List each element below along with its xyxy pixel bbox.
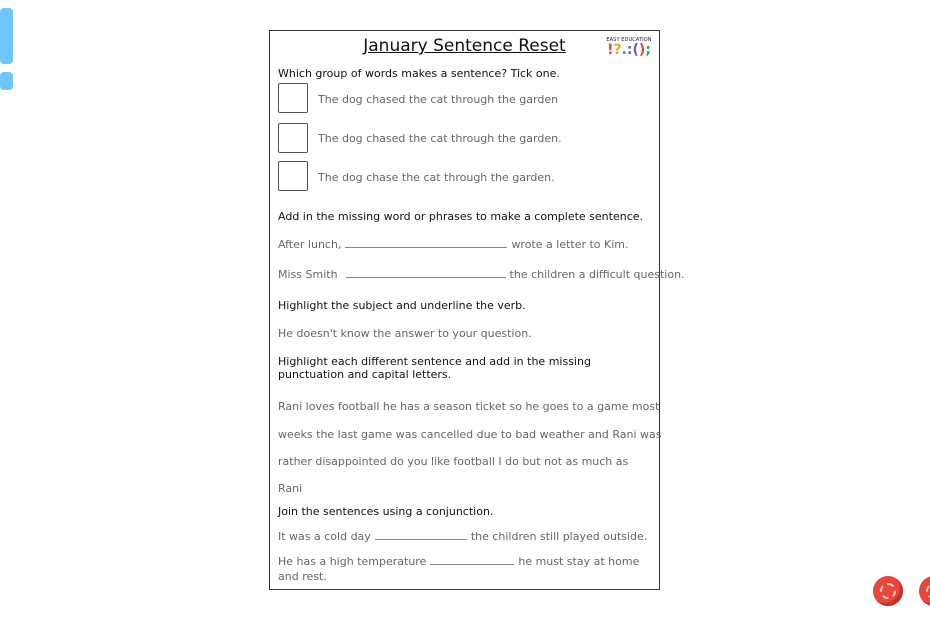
passage-line: weeks the last game was cancelled due to bad weather and Rani was (278, 428, 662, 441)
question-4-prompt-line-1: Highlight each different sentence and add in the missing (278, 355, 591, 368)
q2-line2-end: the children a difficult question. (509, 268, 685, 281)
question-4-prompt-line-2: punctuation and capital letters. (278, 368, 452, 381)
worksheet-title: January Sentence Reset (363, 36, 566, 56)
question-5-line-2 (278, 555, 639, 568)
q2-line1-end: wrote a letter to Kim. (511, 238, 629, 251)
tick-box-2[interactable] (278, 123, 308, 153)
passage-line: rather disappointed do you like football I do but not as much as (278, 455, 629, 468)
question-3-sentence: He doesn't know the answer to your question. (278, 327, 532, 340)
brand-logo (604, 37, 654, 59)
question-1-prompt: Which group of words makes a sentence? Tick one. (278, 67, 560, 80)
question-2-line-2 (278, 268, 685, 281)
q2-line1-start: After lunch, (278, 238, 342, 251)
brand-logo-name: EASY EDUCATION (606, 37, 652, 43)
answer-blank[interactable] (346, 268, 506, 278)
exclamation-mark-icon (0, 8, 14, 90)
option-3: The dog chase the cat through the garden. (318, 171, 555, 184)
question-3-prompt: Highlight the subject and underline the verb. (278, 299, 526, 312)
brand-logo-glyphs: !?.:(); (607, 42, 651, 58)
q5-line1-end: the children still played outside. (470, 530, 648, 543)
red-circle-icon[interactable] (919, 576, 930, 606)
option-2: The dog chased the cat through the garden. (318, 132, 562, 145)
answer-blank[interactable] (345, 238, 507, 248)
worksheet-page (269, 30, 685, 590)
question-5-line-1 (278, 530, 647, 543)
red-circle-icon[interactable] (873, 576, 903, 606)
q2-line2-start: Miss Smith (278, 268, 338, 281)
question-5-line-2-continued: and rest. (278, 570, 327, 583)
question-2-line-1 (278, 238, 629, 251)
q5-line2-start: He has a high temperature (278, 555, 427, 568)
question-5-prompt: Join the sentences using a conjunction. (278, 505, 494, 518)
q5-line1-start: It was a cold day (278, 530, 371, 543)
tick-box-3[interactable] (278, 161, 308, 191)
tick-box-1[interactable] (278, 83, 308, 113)
passage-line: Rani loves football he has a season ticket so he goes to a game most (278, 400, 660, 413)
answer-blank[interactable] (430, 555, 514, 565)
question-2-prompt: Add in the missing word or phrases to make a complete sentence. (278, 210, 644, 223)
answer-blank[interactable] (375, 530, 467, 540)
passage-line: Rani (278, 482, 303, 495)
option-1: The dog chased the cat through the garden (318, 93, 559, 106)
q5-line2-end: he must stay at home (518, 555, 640, 568)
